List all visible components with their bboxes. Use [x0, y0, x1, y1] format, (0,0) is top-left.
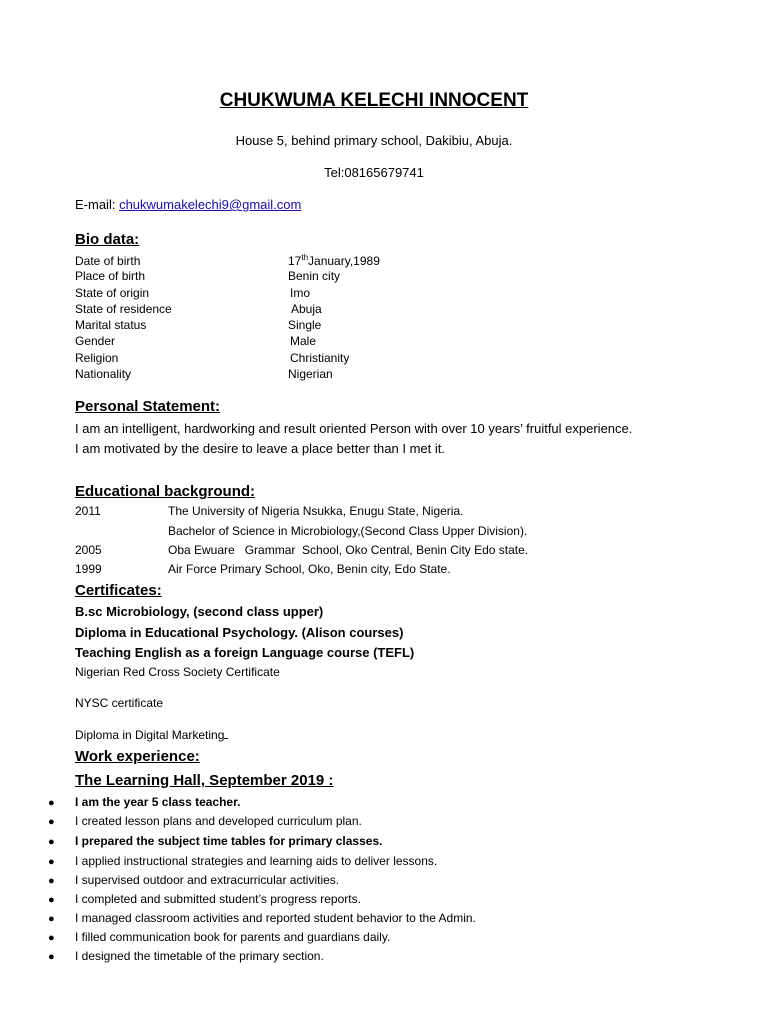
education-heading: Educational background: — [75, 483, 256, 500]
bio-row — [75, 351, 349, 365]
list-item: ● I created lesson plans and developed curriculum plan. — [48, 814, 362, 828]
bio-row — [75, 302, 322, 316]
bullet-icon: ● — [48, 932, 55, 944]
bio-label: Marital status — [75, 318, 147, 332]
education-text: Air Force Primary School, Oko, Benin city, Edo State. — [168, 562, 451, 576]
bio-value: Male — [290, 334, 317, 348]
page-title: CHUKWUMA KELECHI INNOCENT — [219, 90, 529, 111]
bio-value: Nigerian — [288, 367, 333, 381]
work-heading: Work experience: — [75, 748, 200, 765]
certificate-item: B.sc Microbiology, (second class upper) — [75, 604, 324, 619]
bio-label: Gender — [75, 334, 116, 348]
employer-heading: The Learning Hall, September 2019 : — [75, 772, 334, 789]
list-item: ● I supervised outdoor and extracurricular activities. — [48, 873, 340, 887]
bullet-icon: ● — [48, 875, 55, 887]
bio-row — [75, 269, 340, 283]
certificate-item: Teaching English as a foreign Language course (TEFL) — [75, 645, 415, 660]
list-item: ● I prepared the subject time tables for primary classes. — [48, 834, 383, 848]
bio-value: Abuja — [291, 302, 322, 316]
bio-label: Place of birth — [75, 269, 146, 283]
bullet-icon: ● — [48, 894, 55, 906]
list-item: ● I managed classroom activities and reported student behavior to the Admin. — [48, 911, 476, 925]
email-line — [75, 197, 301, 212]
education-text: The University of Nigeria Nsukka, Enugu State, Nigeria. — [168, 504, 464, 518]
bio-label: State of residence — [75, 302, 172, 316]
bio-heading: Bio data: — [75, 231, 140, 248]
statement-text: I am an intelligent, hardworking and result oriented Person with over 10 years’ fruitful experience. I am motivated by the desire to leave a place better than I met it. — [75, 421, 633, 456]
bullet-icon: ● — [48, 836, 55, 848]
email-label: E-mail: — [75, 197, 120, 212]
bio-label: Date of birth — [75, 254, 141, 268]
education-text: Bachelor of Science in Microbiology,(Second Class Upper Division). — [168, 524, 528, 538]
bio-row — [75, 253, 380, 268]
certificates-heading: Certificates: — [75, 582, 162, 599]
bio-value: Single — [288, 318, 322, 332]
bio-row — [75, 367, 333, 381]
bullet-icon: ● — [48, 797, 55, 809]
bio-value: Christianity — [290, 351, 350, 365]
bio-value: Benin city — [288, 269, 341, 283]
statement-heading: Personal Statement: — [75, 398, 221, 415]
certificate-item: Nigerian Red Cross Society Certificate — [75, 665, 280, 679]
list-item: ● I filled communication book for parents and guardians daily. — [48, 930, 391, 944]
list-item: ● I completed and submitted student’s progress reports. — [48, 892, 361, 906]
education-text: Oba Ewuare Grammar School, Oko Central, Benin City Edo state. — [168, 543, 529, 557]
education-year: 1999 — [75, 562, 102, 576]
bullet-icon: ● — [48, 951, 55, 963]
email-link[interactable]: chukwumakelechi9@gmail.com — [119, 197, 302, 212]
bio-value: 17thJanuary,1989 — [288, 253, 380, 268]
bio-label: Nationality — [75, 367, 132, 381]
list-item: ● I applied instructional strategies and learning aids to deliver lessons. — [48, 854, 438, 868]
bio-row — [75, 286, 310, 300]
education-year: 2005 — [75, 543, 102, 557]
list-item: ● I designed the timetable of the primary section. — [48, 949, 324, 963]
bio-row — [75, 334, 316, 348]
bullet-icon: ● — [48, 856, 55, 868]
bullet-icon: ● — [48, 816, 55, 828]
certificate-item: NYSC certificate — [75, 696, 164, 710]
address: House 5, behind primary school, Dakibiu, Abuja. — [235, 133, 513, 148]
bio-row — [75, 318, 321, 332]
certificate-item: Diploma in Digital Marketing — [75, 727, 228, 742]
certificate-item: Diploma in Educational Psychology. (Alison courses) — [75, 625, 404, 640]
bio-label: Religion — [75, 351, 119, 365]
bullet-icon: ● — [48, 913, 55, 925]
bio-value: Imo — [290, 286, 311, 300]
list-item: ● I am the year 5 class teacher. — [48, 795, 241, 809]
bio-label: State of origin — [75, 286, 150, 300]
education-year: 2011 — [75, 504, 101, 518]
underline-mark — [224, 727, 228, 739]
telephone: Tel:08165679741 — [324, 165, 424, 180]
